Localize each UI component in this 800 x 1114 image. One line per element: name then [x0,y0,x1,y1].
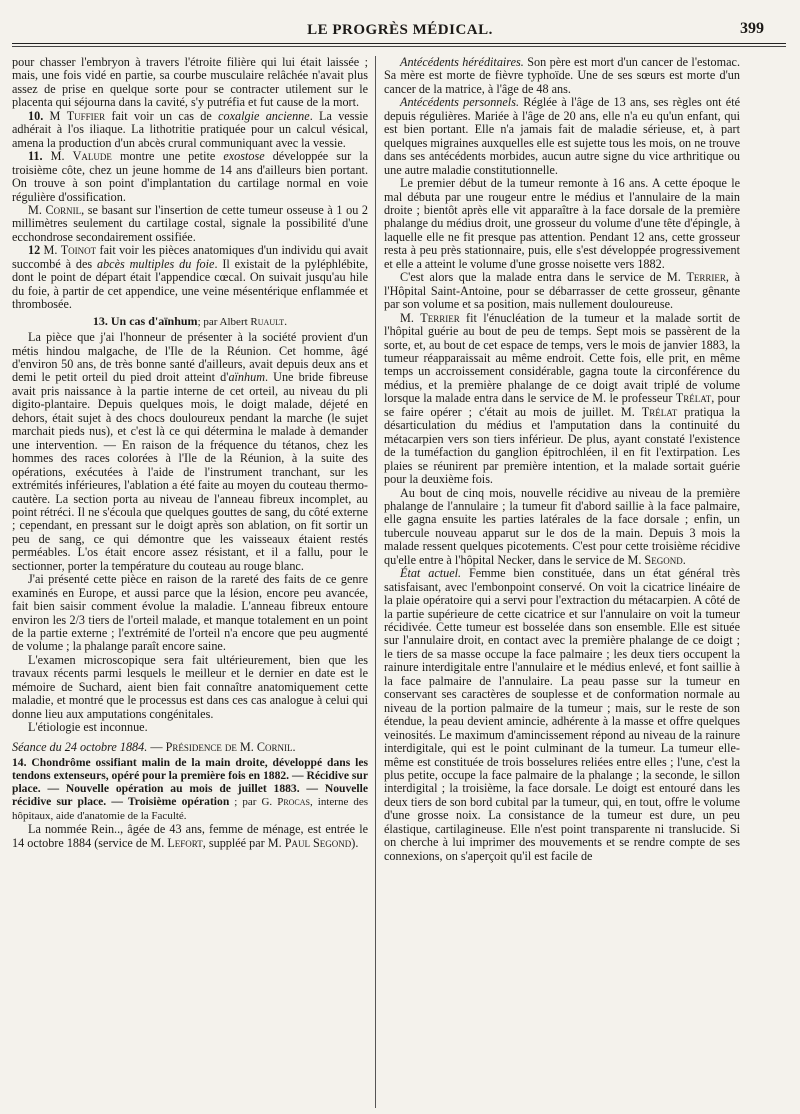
paragraph: La pièce que j'ai l'honneur de présenter à la société provient d'un métis hindou malgache, de l'Ile de la Réunion. Cet homme, âgé d'environ 50 ans, de très bonne santé d'ailleurs, avait depuis deux ans et demi le petit orteil du pied droit atteint d'aïnhum. Une bride fibreuse avait pris naissance à la partie interne de cet orteil, au niveau du pli digito-plantaire. Depuis quelques mois, le doigt malade, déjeté en dehors, était sujet à des chocs douloureux pendant la marche (le sujet marchait pieds nus), et c'est là ce qui détermina le malade à demander une intervention. — En raison de la fréquence du tétanos, chez les hommes des races colorées à l'Ile de la Réunion, à la suite des opérations, exécutées à l'aide de l'instrument tranchant, sur les extrémités inférieures, l'ablation a été faite au moyen du couteau thermo-cautère. La section porta au niveau de l'anneau fibreux incomplet, au point rétréci. Il ne s'écoula que quelques gouttes de sang, du côté externe ; cependant, en pressant sur le doigt après son ablation, on fit sortir un peu de sang, ce qui démontre que les vaisseaux étaient restés perméables. L'os était encore assez résistant, et il a fallu, pour le sectionner, porter la température du couteau au rouge blanc. [12,330,368,573]
column-divider [375,56,376,1108]
running-title: LE PROGRÈS MÉDICAL. [307,22,493,38]
header-rule [12,43,786,44]
paragraph: La nommée Rein.., âgée de 43 ans, femme de ménage, est entrée le 14 octobre 1884 (service de M. Lefort, suppléé par M. Paul Segond). [12,822,368,850]
paragraph: Au bout de cinq mois, nouvelle récidive au niveau de la première phalange de l'annulaire ; la tumeur fit d'abord saillie à la face palmaire, elle gagna ensuite les parties latérales de la face dorsale ; enfin, un tubercule nouveau apparut sur le dos de la main. Depuis 3 mois la malade ressent quelques picotements. C'est pour cette troisième récidive qu'elle entre à l'hôpital Necker, dans le service de M. Segond. [384,485,740,567]
paragraph: M. Cornil, se basant sur l'insertion de cette tumeur osseuse à 1 ou 2 millimètres seulement du cartilage costal, signale la possibilité d'une ecchondrose secondairement ossifiée. [12,202,368,244]
paragraph: L'examen microscopique sera fait ultérieurement, bien que les travaux récents parmi lesquels le meilleur et le dernier en date est le mémoire de Suchard, aient bien fait connaître anatomiquement cette maladie, et montré que le processus est dans ces cas analogue à celui qui donne lieu aux amputations congénitales. [12,652,368,721]
paragraph: M. Terrier fit l'énucléation de la tumeur et la malade sortit de l'hôpital guérie au bout de peu de temps. Sept mois se passèrent de la sorte, et, au bout de cet espace de temps, vers le mois de janvier 1883, la tumeur réapparaissait au même endroit. Cette fois, elle prit, en même temps un accroissement considérable, gagna toute la circonférence du médius, et la première phalange de ce doigt avait triplé de volume lorsque la malade entra dans le service de M. le professeur Trélat, pour se faire opérer ; c'était au mois de juillet. M. Trélat pratiqua la désarticulation du médius et l'amputation dans la continuité du métacarpien vers son tiers inférieur. De plus, ayant constaté l'existence de la tuméfaction du ganglion épitrochléen, il en fit l'extirpation. Les plaies se réunirent par première intention, et la malade sortait guérie pour la deuxième fois. [384,310,740,487]
paragraph: 11. M. Valude montre une petite exostose développée sur la troisième côte, chez un jeune homme de 14 ans d'ailleurs bien portant. On trouve à son point d'implantation du cartilage normal en voie régulière d'ossification. [12,149,368,204]
seance-heading: Séance du 24 octobre 1884. — Présidence de M. Cornil. [12,739,296,754]
paragraph: C'est alors que la malade entra dans le service de M. Terrier, à l'Hôpital Saint-Antoine, pour se débarrasser de cette grosseur, gênante par son volume et sa position, mais nullement douloureuse. [384,270,740,312]
left-column [12,56,368,1106]
paragraph: Le premier début de la tumeur remonte à 16 ans. A cette époque le mal débuta par une rougeur entre le médius et l'annulaire de la main droite ; bientôt après elle vit apparaître à la face dorsale de la première phalange du médius droit, une grosseur du volume d'une tête d'épingle, à laquelle elle ne fit presque pas attention. Pendant 12 ans, cette grosseur resta à peu près stationnaire, puis, elle s'est développée progressivement et elle a atteint le volume d'une grosse noisette vers 1882. [384,176,740,271]
paragraph: 10. M Tuffier fait voir un cas de coxalgie ancienne. La vessie adhérait à l'os iliaque. La lithotritie pratiquée pour un calcul vésical, amena la production d'un abcès crural communiquant avec la vessie. [12,108,368,150]
paragraph: Antécédents personnels. Réglée à l'âge de 13 ans, ses règles ont été depuis régulières. Mariée à l'âge de 20 ans, elle n'a eu qu'un enfant, qui est bien portant. Elle n'a jamais fait de maladie sérieuse, et, à part quelques migraines auxquelles elle est sujette tous les mois, on ne trouve dans ses antécédents morbides, aucun autre signe du vice arthritique ou une autre maladie constitutionnelle. [384,95,740,177]
page-number: 399 [740,20,764,37]
paragraph: État actuel. Femme bien constituée, dans un état général très satisfaisant, avec l'embonpoint conservé. On voit la cicatrice linéaire de la plaie opératoire qui a servi pour l'extraction du métacarpien. A côté de la partie supérieure de cette cicatrice et sur l'annulaire on voit la tumeur récidivée. Cette tumeur est bosselée dans son ensemble. Elle est située sur l'annulaire droit, en contact avec la première phalange de ce doigt ; le tiers de sa masse occupe la face palmaire ; les deux tiers occupent la rainure interdigitale entre l'annulaire et le médius enlevé, et font saillie à la face palmaire de l'annulaire. La peau passe sur la tumeur en conservant ses caractères de souplesse et de conformation normale au niveau de la portion palmaire de la tumeur ; mais, sur le reste de son étendue, la peau devient amincie, adhérente à la masse et offre quelques veinosités. Le maximum d'amincissement répond au niveau de la rainure interdigitale, qui est le point culminant de la tumeur. La tumeur elle-même est constituée de trois bosselures reliées entre elles ; l'une, c'est la plus petite, occupe la face palmaire de la phalange ; la seconde, le sillon interdigital ; la troisième, la face dorsale. Le doigt est entouré dans les deux tiers de son bord cubital par la tumeur, qui, en tout, offre le volume d'une grosse noix. La consistance de la tumeur est dure, un peu élastique, cartilagineuse. Elle n'est point transparente ni translucide. Si on cherche à lui imprimer des mouvements et se rendre compte de ses connexions, on s'aperçoit qu'il est facile de [384,566,740,863]
header-rule-thin [12,46,786,47]
paragraph: Antécédents héréditaires. Son père est mort d'un cancer de l'estomac. Sa mère est morte de fièvre typhoïde. Une de ses sœurs est morte d'un cancer de la matrice, à l'âge de 48 ans. [384,56,740,96]
paragraph: L'étiologie est inconnue. [28,720,148,735]
right-column [384,56,740,1106]
page-header [0,0,800,48]
paragraph: 12 M. Toinot fait voir les pièces anatomiques d'un individu qui avait succombé à des abcès multiples du foie. Il existait de la pyléphlébite, dont le point de départ était l'appendice cœcal. On suivait jusqu'au hile du foie, à partir de cet appendice, une veine mésentérique enflammée et thrombosée. [12,243,368,312]
section-heading: 13. Un cas d'aïnhum; par Albert Ruault. [92,313,288,328]
paragraph: J'ai présenté cette pièce en raison de la rareté des faits de ce genre examinés en Europe, et aussi parce que la lésion, encore peu avancée, fait bien saisir comment évolue la maladie. L'anneau fibreux entoure environ les 2/3 tiers de l'orteil malade, et manque totalement en un point de la partie externe ; l'extrémité de l'orteil n'a encore que peu augmenté de volume ; la phalange paraît encore saine. [12,572,368,654]
paragraph: pour chasser l'embryon à travers l'étroite filière qui lui était laissée ; mais, une fois vidé en partie, sa courbe musculaire relâchée n'avait plus assez de prise en quelque sorte pour se contracter utilement sur le placenta qui séjourna dans la cavité, s'y putréfia et fut cause de la mort. [12,56,368,110]
observation-title: 14. Chondrôme ossifiant malin de la main droite, développé dans les tendons extenseurs, opéré pour la première fois en 1882. — Récidive sur place. — Nouvelle opération au mois de juillet 1883. — Nouvelle récidive sur place. — Troisième opération ; par G. Procas, interne des hôpitaux, aide d'anatomie de la Faculté. [12,756,368,823]
